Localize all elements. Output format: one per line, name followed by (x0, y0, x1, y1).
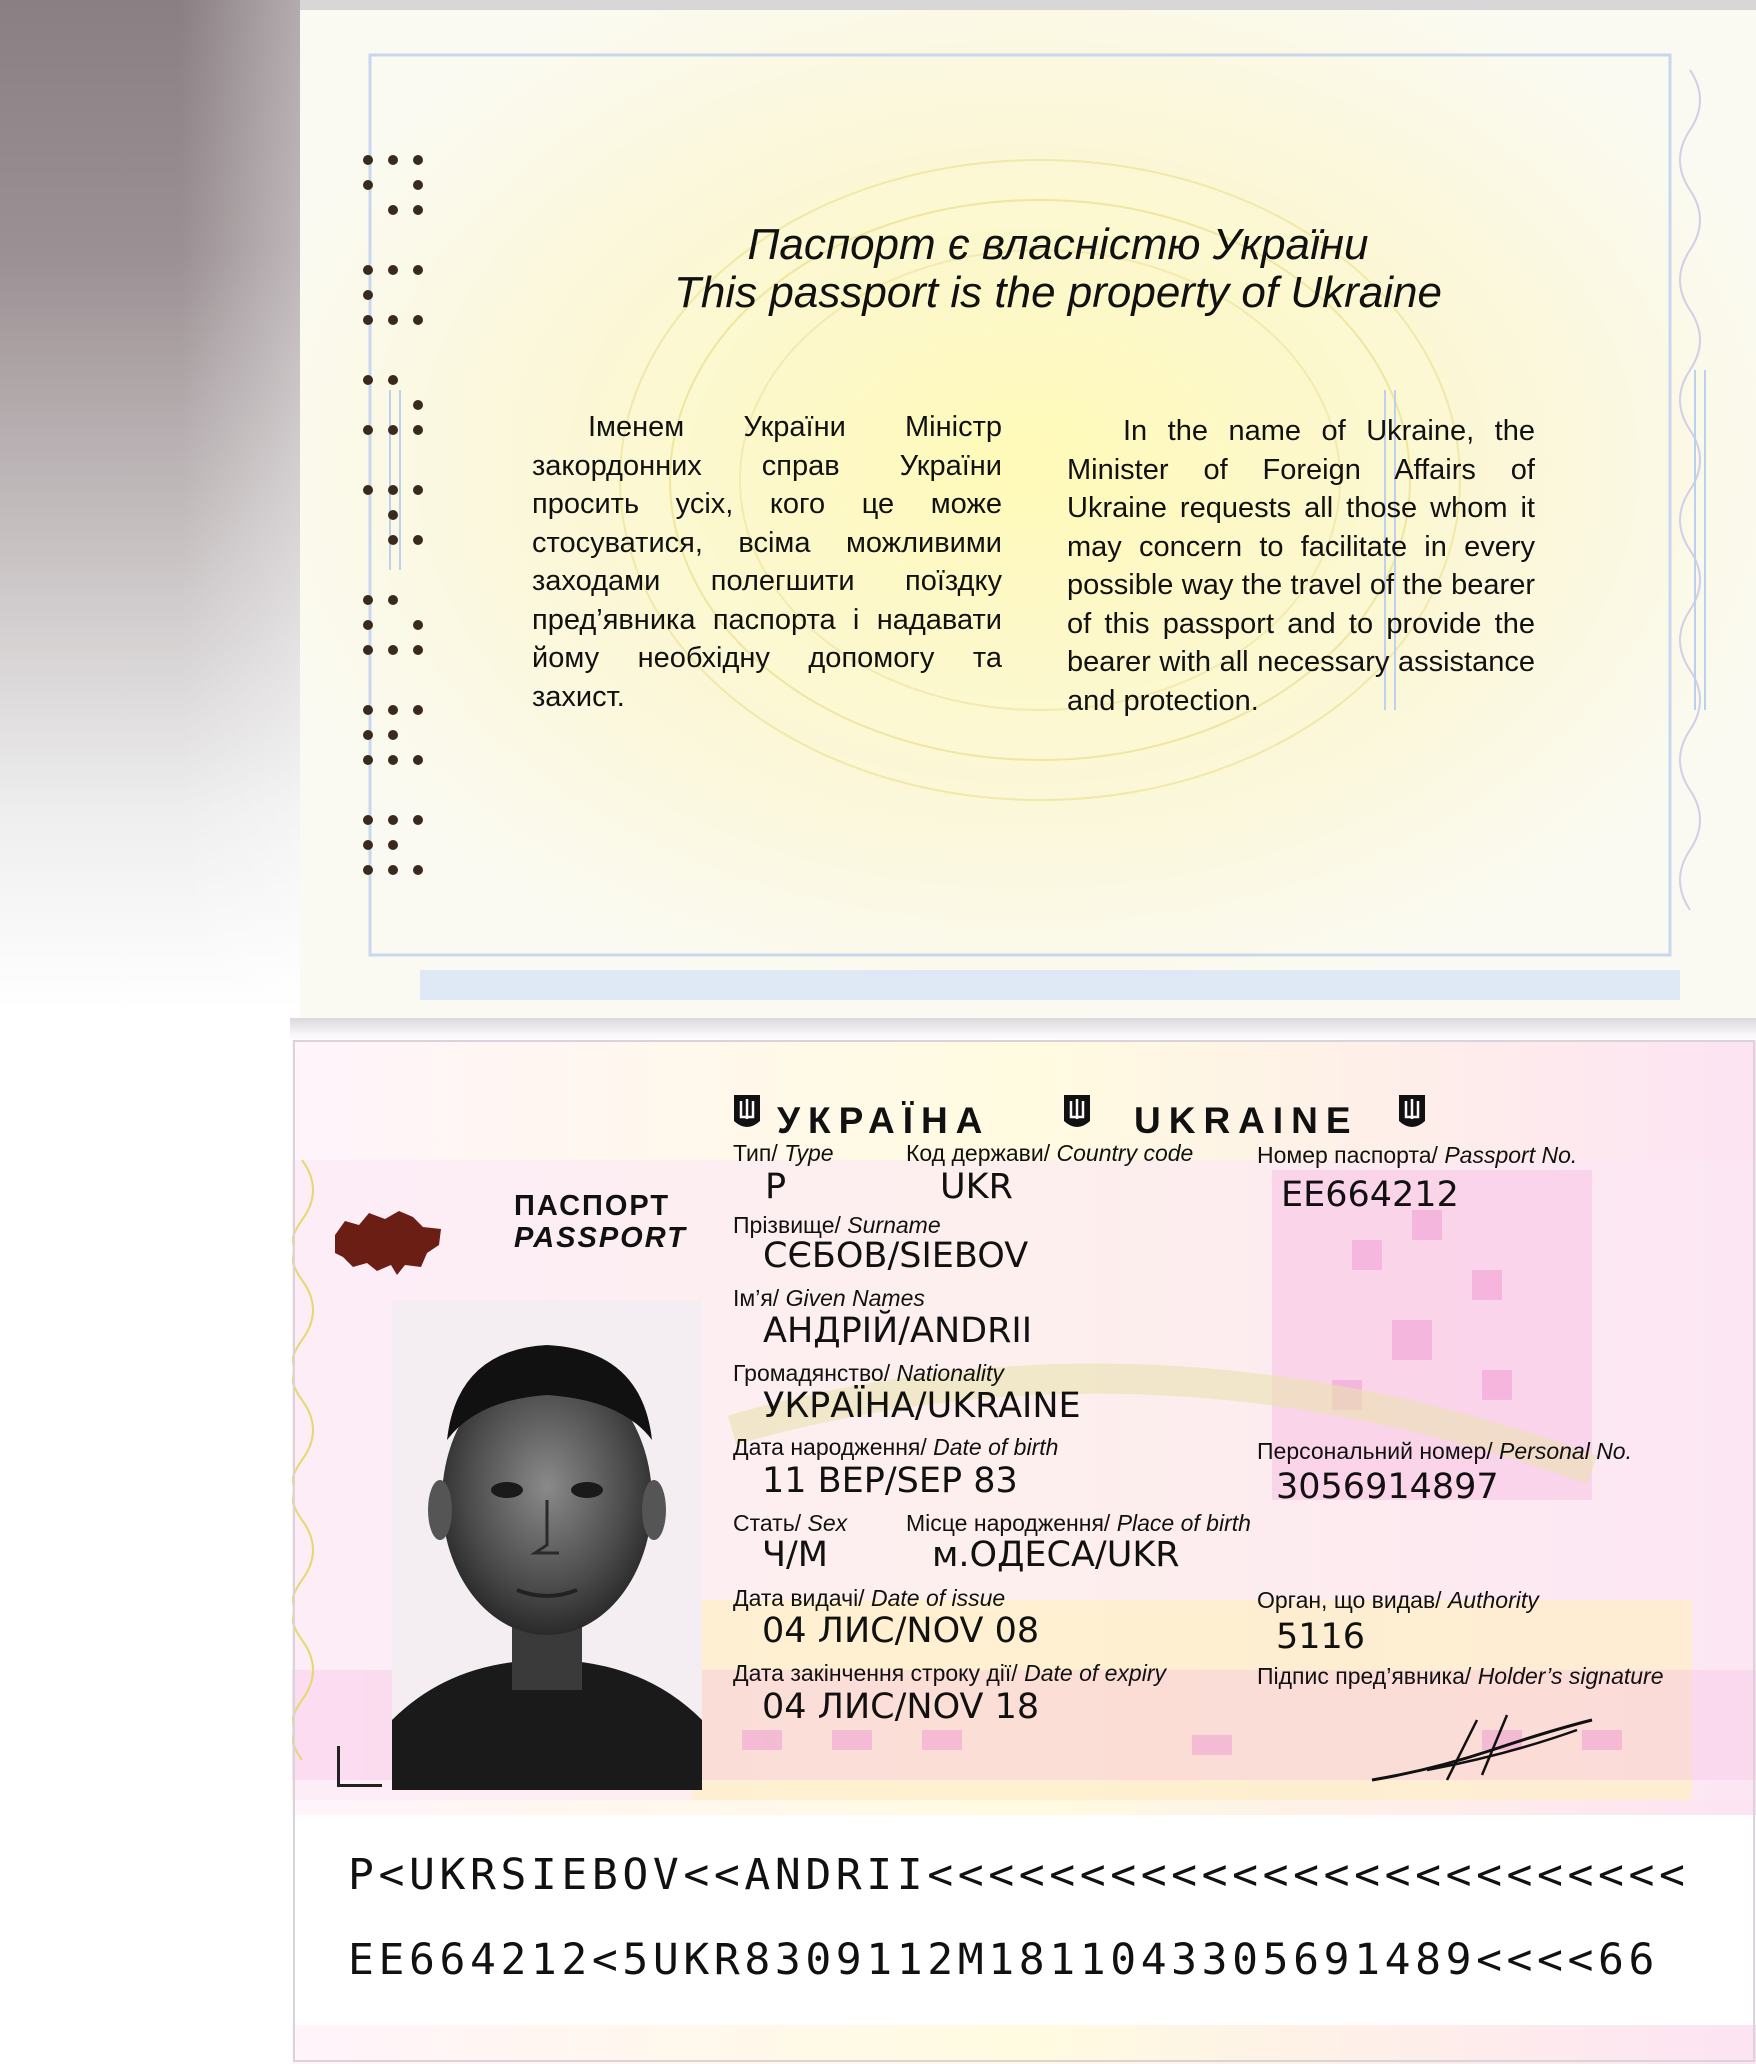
passport-page-property-notice (300, 10, 1756, 1020)
field-value-date-of-birth: 11 ВЕР/SEP 83 (762, 1461, 1018, 1501)
page-fold (290, 1018, 1756, 1040)
trident-icon (1397, 1093, 1427, 1133)
security-background-pattern (300, 10, 1756, 1020)
header-country-ua: УКРАЇНА (777, 1100, 991, 1141)
holder-signature (1367, 1710, 1597, 1790)
holder-photo (392, 1300, 702, 1790)
field-value-sex: Ч/M (762, 1535, 828, 1575)
trident-icon (1062, 1093, 1092, 1133)
field-value-date-of-expiry: 04 ЛИС/NOV 18 (762, 1687, 1040, 1727)
request-text-ua: Іменем України Міністр закордонних справ України просить усіх, кого це може стосуватися, всіма можливими заходами полегшити поїздку пред’явника паспорта і надавати йому необхідну допомогу та захист. (532, 411, 1002, 713)
field-value-surname: СЄБОВ/SIEBOV (763, 1236, 1029, 1276)
photo-corner-mark (337, 1746, 382, 1787)
field-label-nationality: Громадянство/ Nationality (733, 1360, 1004, 1386)
mrz-line-2: EE664212<5UKR8309112M1811043305691489<<<<66 (348, 1935, 1659, 1985)
field-value-place-of-birth: м.ОДЕСА/UKR (932, 1535, 1180, 1575)
ukraine-map-emblem (327, 1197, 447, 1287)
field-label-holder-signature: Підпис пред’явника/ Holder’s signature (1257, 1663, 1664, 1689)
ownership-title-en: This passport is the property of Ukraine (674, 268, 1442, 317)
field-label-type: Тип/ Type (733, 1140, 834, 1166)
field-value-type: P (765, 1167, 787, 1207)
field-label-date-of-expiry: Дата закінчення строку дії/ Date of expiry (733, 1660, 1166, 1686)
field-label-place-of-birth: Місце народження/ Place of birth (906, 1510, 1251, 1536)
document-type-label (514, 1190, 687, 1254)
mrz-line-1: P<UKRSIEBOV<<ANDRII<<<<<<<<<<<<<<<<<<<<<<<<< (348, 1850, 1690, 1900)
document-type-en: PASSPORT (514, 1222, 687, 1254)
field-value-country-code: UKR (940, 1167, 1013, 1207)
header-country-en: UKRAINE (1134, 1100, 1359, 1141)
document-type-ua: ПАСПОРТ (514, 1190, 671, 1222)
field-value-nationality: УКРАЇНА/UKRAINE (763, 1386, 1081, 1426)
field-value-personal-no: 3056914897 (1276, 1467, 1499, 1507)
field-label-passport-no: Номер паспорта/ Passport No. (1257, 1142, 1578, 1168)
field-label-personal-no: Персональний номер/ Personal No. (1257, 1438, 1632, 1464)
field-value-given-names: АНДРІЙ/ANDRII (763, 1311, 1033, 1351)
scanner-shadow (0, 0, 300, 1010)
field-value-date-of-issue: 04 ЛИС/NOV 08 (762, 1611, 1040, 1651)
field-label-surname: Прізвище/ Surname (733, 1212, 941, 1238)
field-value-authority: 5116 (1276, 1617, 1366, 1657)
field-label-date-of-birth: Дата народження/ Date of birth (733, 1434, 1059, 1460)
field-label-date-of-issue: Дата видачі/ Date of issue (733, 1585, 1006, 1611)
field-label-authority: Орган, що видав/ Authority (1257, 1587, 1539, 1613)
field-label-country-code: Код держави/ Country code (906, 1140, 1194, 1166)
scanner-edge (300, 0, 1756, 10)
field-label-given-names: Ім’я/ Given Names (733, 1285, 925, 1311)
passport-data-page (292, 1040, 1756, 2064)
request-text-en: In the name of Ukraine, the Minister of Foreign Affairs of Ukraine requests all those whom it may concern to facilitate in every possible way the travel of the bearer of this passport and to provide the bearer with all necessary assistance and protection. (1067, 415, 1535, 717)
field-label-sex: Стать/ Sex (733, 1510, 848, 1536)
field-value-passport-no: EE664212 (1281, 1175, 1459, 1215)
ownership-title-ua: Паспорт є власністю України (747, 220, 1369, 269)
trident-icon (732, 1093, 762, 1133)
